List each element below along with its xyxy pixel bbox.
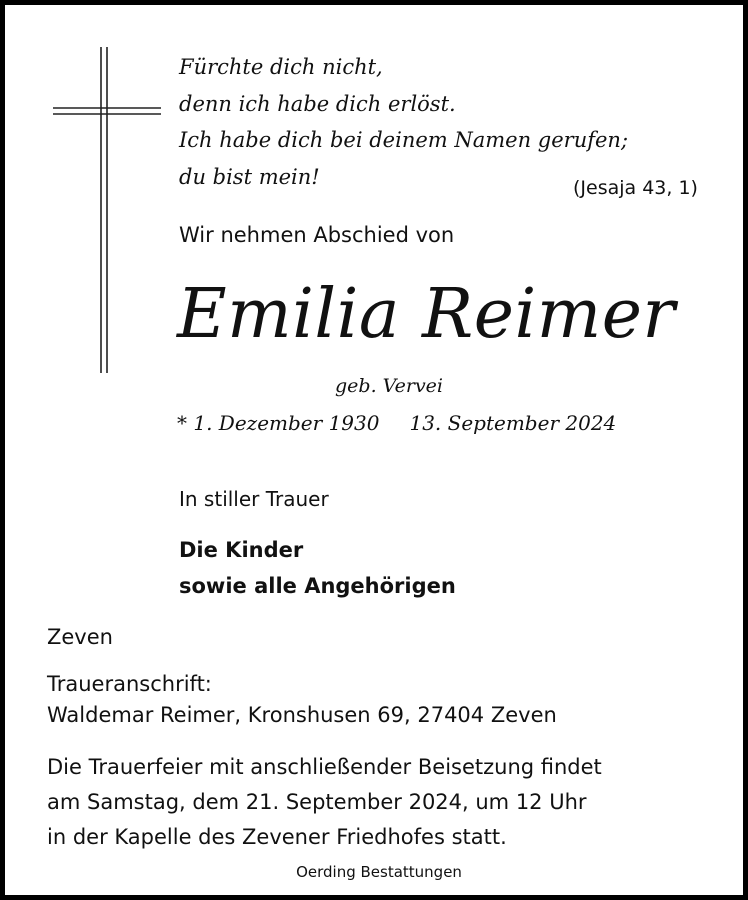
mourner-line: sowie alle Angehörigen	[179, 574, 456, 598]
bible-verse	[179, 49, 628, 195]
funeral-details	[47, 750, 602, 855]
funeral-line: am Samstag, dem 21. September 2024, um 12 Uhr	[47, 790, 587, 814]
mourning-address	[47, 669, 557, 731]
deceased-name: Emilia Reimer	[177, 275, 676, 354]
mourning-phrase: In stiller Trauer	[179, 487, 329, 511]
maiden-name: geb. Vervei	[335, 375, 444, 397]
verse-line: Ich habe dich bei deinem Namen gerufen;	[179, 128, 629, 152]
cross-icon	[53, 47, 161, 373]
undertaker: Oerding Bestattungen	[296, 863, 462, 881]
verse-line: Fürchte dich nicht,	[179, 55, 383, 79]
life-dates	[177, 411, 616, 435]
verse-reference: (Jesaja 43, 1)	[573, 177, 698, 199]
place: Zeven	[47, 625, 113, 649]
birth-date: * 1. Dezember 1930	[177, 411, 380, 435]
verse-line: denn ich habe dich erlöst.	[179, 91, 456, 116]
verse-line: du bist mein!	[179, 164, 320, 189]
funeral-line: in der Kapelle des Zevener Friedhofes statt.	[47, 825, 507, 849]
address-value: Waldemar Reimer, Kronshusen 69, 27404 Zeven	[47, 703, 557, 727]
farewell-intro: Wir nehmen Abschied von	[179, 223, 455, 247]
mourners	[179, 532, 456, 604]
address-label: Traueranschrift:	[47, 672, 212, 696]
death-date: 13. September 2024	[409, 411, 617, 435]
mourner-line: Die Kinder	[179, 538, 304, 562]
funeral-line: Die Trauerfeier mit anschließender Beisetzung findet	[47, 755, 602, 779]
